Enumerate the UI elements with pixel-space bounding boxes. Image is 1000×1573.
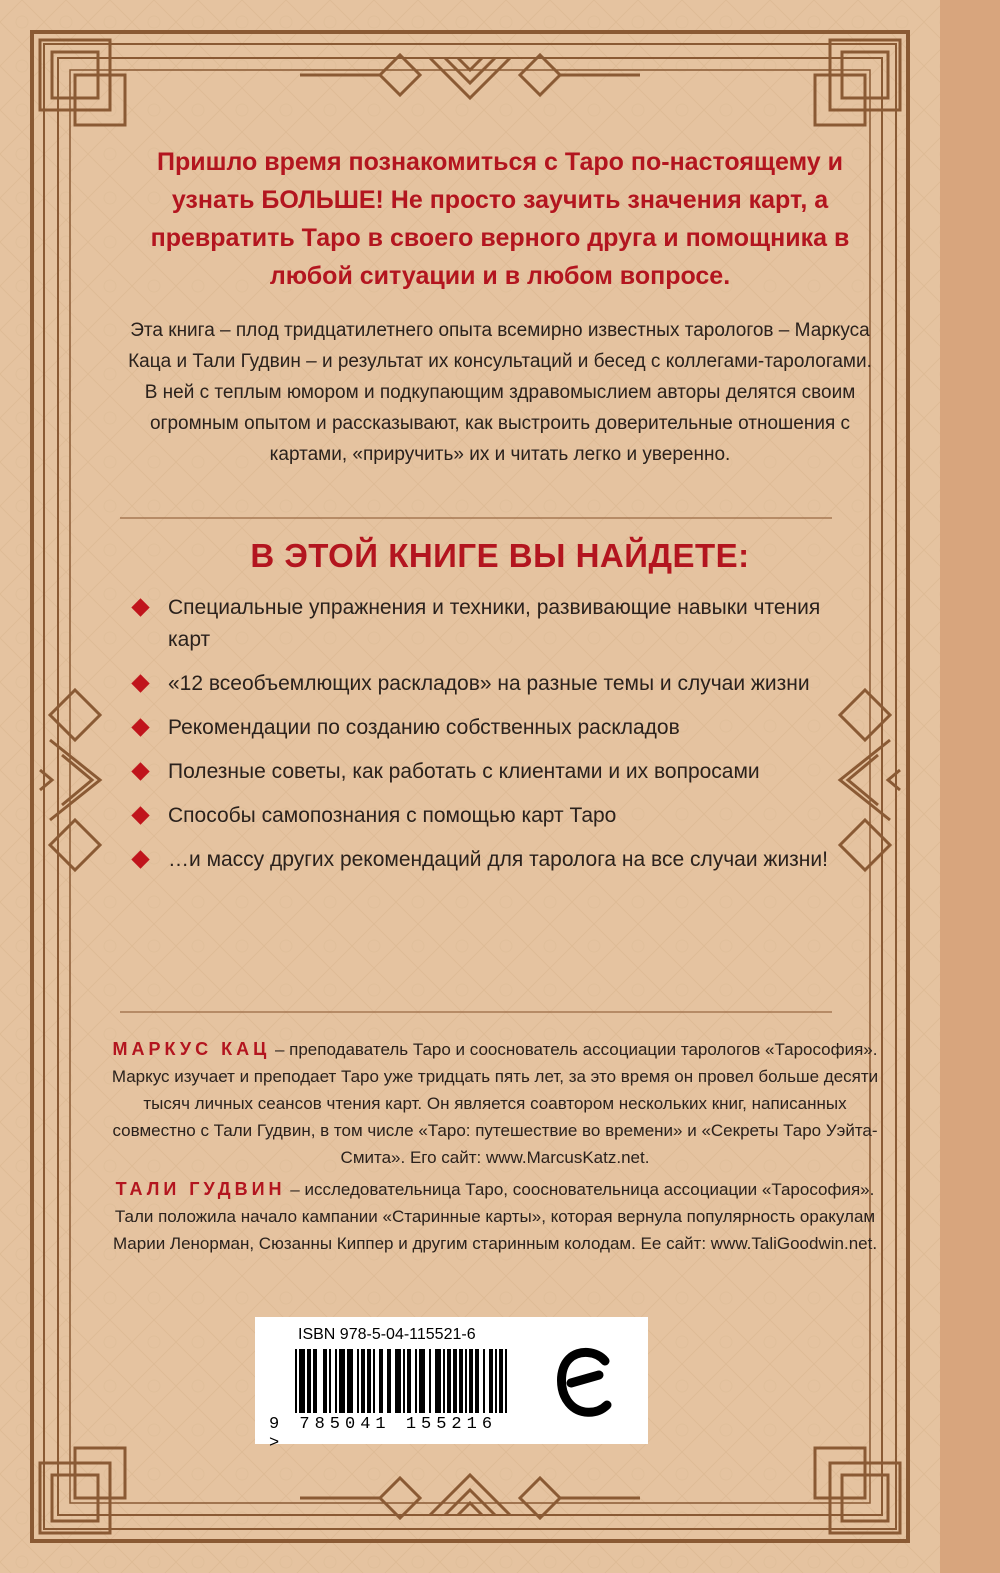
- barcode-bar: [447, 1349, 449, 1413]
- list-item: [128, 756, 828, 788]
- barcode-box: [255, 1317, 648, 1453]
- barcode-bar: [423, 1349, 425, 1413]
- barcode-bar: [343, 1349, 345, 1413]
- author-bio-text: – исследовательница Таро, соосновательница ассоциации «Тарософия». Тали положила начало кампании «Старинные карты», которая вернула популярность оракулам Марии Ленорман, Сюзанны Киппер и другим старинным колодам. Ее сайт: www.TaliGoodwin.net.: [112, 1180, 878, 1253]
- barcode-bar: [435, 1349, 437, 1413]
- diamond-bullet-icon: [131, 598, 149, 616]
- barcode-digits: 9 785041 155216 >: [269, 1415, 498, 1453]
- barcode-bar: [421, 1349, 423, 1413]
- diamond-bullet-icon: [131, 806, 149, 824]
- headline: Пришло время познакомиться с Таро по-настоящему и узнать БОЛЬШЕ! Не просто заучить значения карт, а превратить Таро в своего верного друга и помощника в любой ситуации и в любом вопросе.: [150, 148, 850, 290]
- author-bio-katz: [105, 1036, 885, 1171]
- diamond-bullet-icon: [131, 850, 149, 868]
- barcode-bar: [471, 1349, 473, 1413]
- author-name: МАРКУС КАЦ: [112, 1039, 271, 1059]
- barcode-bar: [409, 1349, 411, 1413]
- barcode-bar: [341, 1349, 343, 1413]
- barcode-bar: [491, 1349, 493, 1413]
- barcode-bar: [483, 1349, 485, 1413]
- barcode-bar: [329, 1349, 331, 1413]
- barcode-bar: [443, 1349, 445, 1413]
- barcode-bar: [439, 1349, 441, 1413]
- list-item: [128, 844, 828, 876]
- barcode-bar: [361, 1349, 363, 1413]
- diamond-bullet-icon: [131, 674, 149, 692]
- author-bio-text: – преподаватель Таро и сооснователь ассоциации тарологов «Тарософия». Маркус изучает и преподает Таро уже тридцать пять лет, за это время он провел больше десяти тысяч личных сеансов чтения карт. Он является соавтором нескольких книг, написанных совместно с Тали Гудвин, в том числе «Таро: путешествие во времени» и «Секреты Таро Уэйта-Смита». Его сайт: www.MarcusKatz.net.: [111, 1040, 879, 1167]
- barcode-bar: [309, 1349, 311, 1413]
- barcode-bar: [395, 1349, 397, 1413]
- barcode-bar: [399, 1349, 401, 1413]
- feature-text: …и массу других рекомендаций для таролога на все случаи жизни!: [168, 848, 828, 871]
- feature-text: Полезные советы, как работать с клиентами и их вопросами: [168, 760, 760, 783]
- feature-text: Специальные упражнения и техники, развивающие навыки чтения карт: [168, 596, 821, 651]
- list-item: [128, 800, 828, 832]
- barcode-bar: [351, 1349, 353, 1413]
- barcode-bar: [325, 1349, 327, 1413]
- barcode-bar: [367, 1349, 369, 1413]
- barcode-bar: [489, 1349, 491, 1413]
- barcode-bar: [501, 1349, 503, 1413]
- isbn-label: ISBN 978-5-04-115521-6: [298, 1326, 476, 1343]
- list-item: [128, 712, 828, 744]
- barcode-bar: [387, 1349, 389, 1413]
- barcode-bar: [363, 1349, 365, 1413]
- barcode-bar: [459, 1349, 461, 1413]
- barcode-bar: [407, 1349, 409, 1413]
- barcode-bar: [449, 1349, 451, 1413]
- barcode-bar: [403, 1349, 405, 1413]
- barcode-bar: [323, 1349, 325, 1413]
- barcode-bar: [495, 1349, 497, 1413]
- barcode-bar: [415, 1349, 417, 1413]
- barcode-bar: [455, 1349, 457, 1413]
- author-name: ТАЛИ ГУДВИН: [115, 1179, 286, 1199]
- feature-text: Рекомендации по созданию собственных раскладов: [168, 716, 680, 739]
- barcode-bars: [295, 1349, 515, 1413]
- barcode-bar: [347, 1349, 349, 1413]
- barcode-bar: [349, 1349, 351, 1413]
- features-list: [128, 592, 828, 888]
- diamond-bullet-icon: [131, 718, 149, 736]
- diamond-bullet-icon: [131, 762, 149, 780]
- barcode-bar: [469, 1349, 471, 1413]
- barcode-bar: [461, 1349, 463, 1413]
- feature-text: Способы самопознания с помощью карт Таро: [168, 804, 617, 827]
- barcode-bar: [477, 1349, 479, 1413]
- barcode-bar: [499, 1349, 501, 1413]
- barcode-bar: [429, 1349, 431, 1413]
- barcode-bar: [389, 1349, 391, 1413]
- barcode-bar: [505, 1349, 507, 1413]
- barcode-bar: [357, 1349, 359, 1413]
- barcode-bar: [437, 1349, 439, 1413]
- author-bio-goodwin: [105, 1176, 885, 1257]
- barcode-bar: [313, 1349, 315, 1413]
- barcode-bar: [299, 1349, 301, 1413]
- barcode-bar: [381, 1349, 383, 1413]
- barcode-bar: [379, 1349, 381, 1413]
- book-spine-edge: [940, 0, 1000, 1573]
- feature-text: «12 всеобъемлющих раскладов» на разные темы и случаи жизни: [168, 672, 810, 695]
- barcode-bar: [465, 1349, 467, 1413]
- list-item: [128, 592, 828, 656]
- barcode-bar: [301, 1349, 303, 1413]
- barcode-bar: [303, 1349, 305, 1413]
- barcode-bar: [339, 1349, 341, 1413]
- eksmo-logo-icon: [557, 1345, 615, 1421]
- barcode-bar: [453, 1349, 455, 1413]
- barcode-bar: [475, 1349, 477, 1413]
- barcode-bar: [307, 1349, 309, 1413]
- section-title: В ЭТОЙ КНИГЕ ВЫ НАЙДЕТЕ:: [250, 537, 750, 574]
- barcode-bar: [419, 1349, 421, 1413]
- barcode-bar: [295, 1349, 297, 1413]
- authors-section: [105, 1036, 885, 1262]
- barcode-bar: [335, 1349, 337, 1413]
- barcode-bar: [397, 1349, 399, 1413]
- barcode-bar: [369, 1349, 371, 1413]
- intro-paragraph: Эта книга – плод тридцатилетнего опыта всемирно известных тарологов – Маркуса Каца и Тали Гудвин – и результат их консультаций и бесед с коллегами-тарологами. В ней с теплым юмором и подкупающим здравомыслием авторы делятся своим огромным опытом и рассказывают, как выстроить доверительные отношения с картами, «приручить» их и читать легко и уверенно.: [128, 320, 872, 465]
- barcode-bar: [373, 1349, 375, 1413]
- barcode-bar: [315, 1349, 317, 1413]
- list-item: [128, 668, 828, 700]
